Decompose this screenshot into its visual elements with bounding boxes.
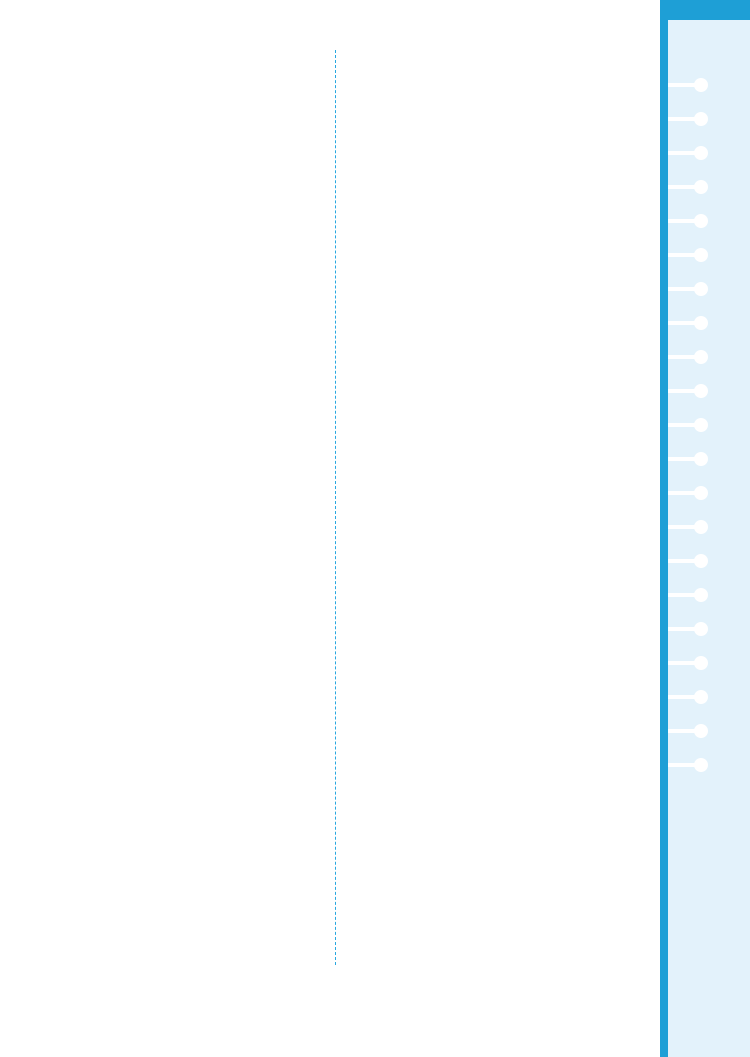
sidebar-top-band [660,0,750,20]
binding-ring-icon [668,384,708,398]
binding-ring-icon [668,486,708,500]
binding-ring-icon [668,520,708,534]
binding-ring-icon [668,418,708,432]
binding-ring-icon [668,316,708,330]
binding-ring-icon [668,248,708,262]
binding-ring-icon [668,622,708,636]
notebook-binding-sidebar [660,0,750,1057]
binding-ring-icon [668,588,708,602]
binding-ring-icon [668,214,708,228]
binding-ring-icon [668,112,708,126]
binding-ring-icon [668,180,708,194]
binding-ring-icon [668,78,708,92]
binding-ring-icon [668,656,708,670]
binding-ring-icon [668,758,708,772]
binding-ring-icon [668,554,708,568]
column-divider [335,50,336,965]
sidebar-stripe [660,0,668,1057]
binding-ring-icon [668,690,708,704]
binding-ring-icon [668,452,708,466]
binding-ring-icon [668,350,708,364]
binding-ring-icon [668,146,708,160]
binding-ring-icon [668,282,708,296]
binding-ring-icon [668,724,708,738]
